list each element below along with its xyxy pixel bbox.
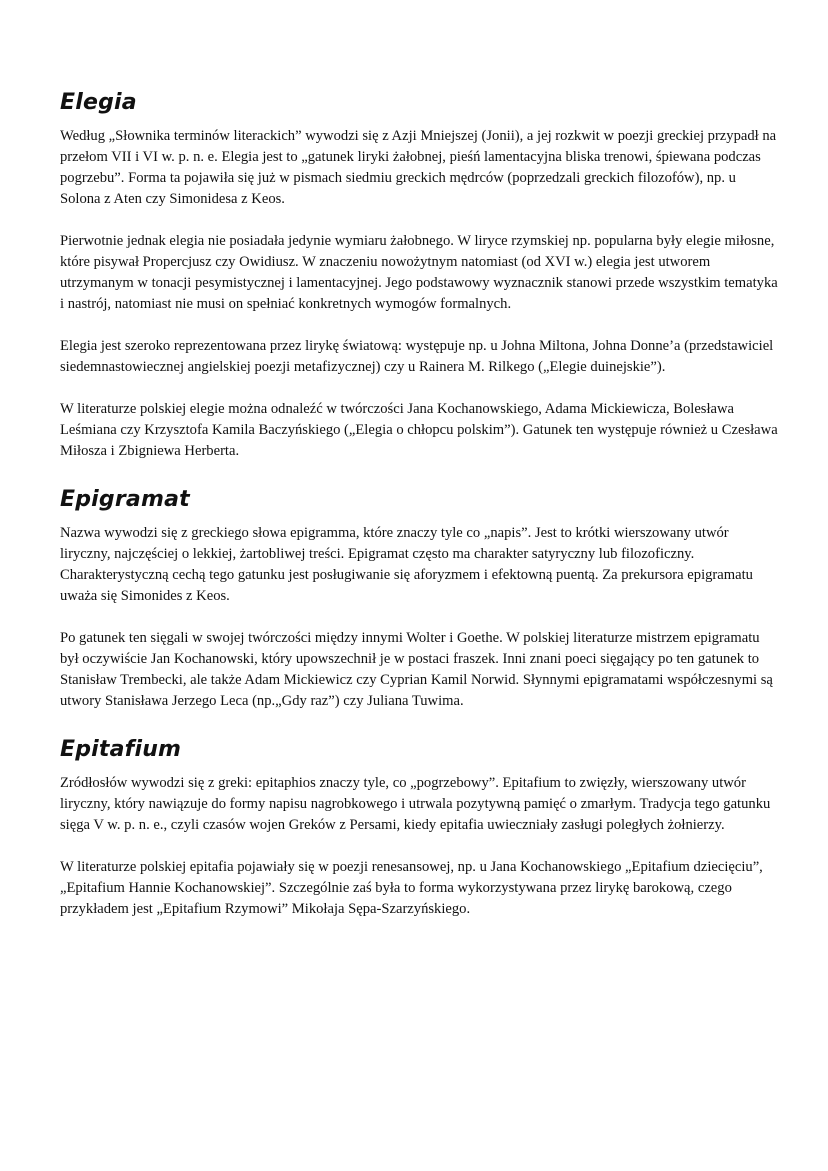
paragraph: W literaturze polskiej elegie można odnaleźć w twórczości Jana Kochanowskiego, Adama Mickiewicza, Bolesława Leśmiana czy Krzysztofa Kamila Baczyńskiego („Elegia o chłopcu polskim”). Gatunek ten występuje również u Czesława Miłosza i Zbigniewa Herberta. [60,401,778,459]
section-title-epigramat: Epigramat [60,487,190,512]
paragraph: Pierwotnie jednak elegia nie posiadała jedynie wymiaru żałobnego. W liryce rzymskiej np. popularna były elegie miłosne, które pisywał Propercjusz czy Owidiusz. W znaczeniu nowożytnym natomiast (od XVI w.) elegia jest utworem utrzymanym w tonacji pesymistycznej i lamentacyjnej. Jego podstawowy wyznacznik stanowi przede wszystkim tematyka i nastrój, natomiast nie musi on spełniać konkretnych wymogów formalnych. [60,233,778,312]
section-title-epitafium: Epitafium [60,737,182,762]
section-elegia [60,86,778,462]
paragraph: Według „Słownika terminów literackich” wywodzi się z Azji Mniejszej (Jonii), a jej rozkwit w poezji greckiej przypadł na przełom VII i VI w. p. n. e. Elegia jest to „gatunek liryki żałobnej, pieśń lamentacyjna bliska trenowi, śpiewana podczas pogrzebu”. Forma ta pojawiła się już w pismach siedmiu greckich mędrców (poprzedzali greckich filozofów), np. u Solona z Aten czy Simonidesa z Keos. [60,128,777,207]
paragraph: Zródłosłów wywodzi się z greki: epitaphios znaczy tyle, co „pogrzebowy”. Epitafium to zwięzły, wierszowany utwór liryczny, który nawiązuje do formy napisu nagrobkowego i utrwala pozytywną pamięć o zmarłym. Tradycja tego gatunku sięga V w. p. n. e., czyli czasów wojen Greków z Persami, kiedy epitafia uwieczniały zasługi poległych żołnierzy. [60,775,771,833]
paragraph: Elegia jest szeroko reprezentowana przez lirykę światową: występuje np. u Johna Miltona, Johna Donne’a (przedstawiciel siedemnastowiecznej angielskiej poezji metafizycznej) czy u Rainera M. Rilkego („Elegie duinejskie”). [60,338,774,375]
section-epitafium [60,733,778,920]
paragraph: Po gatunek ten sięgali w swojej twórczości między innymi Wolter i Goethe. W polskiej literaturze mistrzem epigramatu był oczywiście Jan Kochanowski, który upowszechnił je w postaci fraszek. Inni znani poeci sięgający po ten gatunek to Stanisław Trembecki, ale także Adam Mickiewicz czy Cyprian Kamil Norwid. Słynnymi epigramatami współczesnymi są utwory Stanisława Jerzego Leca (np.„Gdy raz”) czy Juliana Tuwima. [60,630,773,709]
paragraph: Nazwa wywodzi się z greckiego słowa epigramma, które znaczy tyle co „napis”. Jest to krótki wierszowany utwór liryczny, najczęściej o lekkiej, żartobliwej treści. Epigramat często ma charakter satyryczny lub filozoficzny. Charakterystyczną cechą tego gatunku jest posługiwanie się aforyzmem i efektowną puentą. Za prekursora epigramatu uważa się Simonides z Keos. [60,525,753,604]
section-title-elegia: Elegia [60,90,137,115]
paragraph: W literaturze polskiej epitafia pojawiały się w poezji renesansowej, np. u Jana Kochanowskiego „Epitafium dziecięciu”, „Epitafium Hannie Kochanowskiej”. Szczególnie zaś była to forma wykorzystywana przez lirykę barokową, czego przykładem jest „Epitafium Rzymowi” Mikołaja Sępa-Szarzyńskiego. [60,859,763,917]
section-epigramat [60,483,778,712]
